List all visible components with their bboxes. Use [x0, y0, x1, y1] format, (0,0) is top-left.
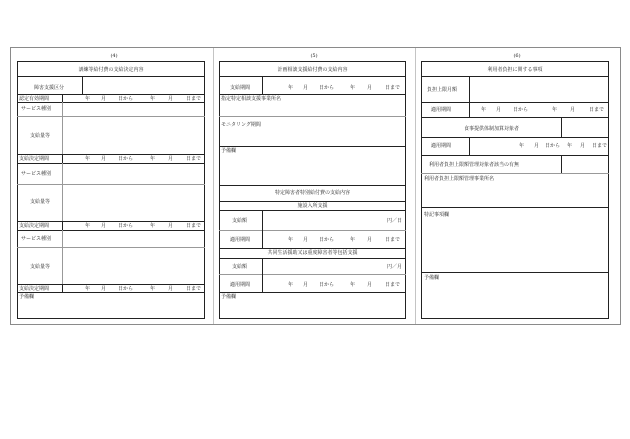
- year-text: 年: [288, 237, 294, 243]
- rule: [219, 76, 406, 77]
- column-divider: [415, 48, 416, 324]
- rule: [561, 155, 562, 173]
- service-label: サービス種別: [21, 106, 52, 112]
- day-to-text: 日まで: [592, 143, 608, 149]
- remarks-label: 予備欄: [221, 294, 237, 300]
- day-to-text: 日まで: [186, 223, 202, 229]
- rule: [219, 146, 406, 147]
- yen-per-day: 円／日: [386, 218, 402, 224]
- day-to-text: 日まで: [186, 96, 202, 102]
- rule: [219, 116, 406, 117]
- rule: [219, 274, 406, 275]
- decision-period-label: 支給決定期間: [19, 223, 50, 229]
- apply-period-label: 適用期間: [230, 282, 251, 288]
- day-from-text: 日から: [319, 85, 335, 91]
- month-text: 月: [168, 96, 174, 102]
- rule: [421, 137, 609, 138]
- rule: [421, 272, 609, 273]
- rule: [421, 76, 609, 77]
- rule: [82, 76, 83, 94]
- rule: [62, 221, 63, 230]
- year-text: 年: [150, 286, 156, 292]
- apply-period-label: 適用期間: [431, 107, 452, 113]
- rule: [219, 185, 406, 186]
- month-text: 月: [367, 85, 373, 91]
- day-from-text: 日から: [319, 237, 335, 243]
- day-to-text: 日まで: [589, 107, 605, 113]
- year-text: 年: [150, 96, 156, 102]
- day-to-text: 日まで: [186, 156, 202, 162]
- column-number: (5): [310, 53, 318, 59]
- year-text: 年: [519, 143, 525, 149]
- rule: [561, 117, 562, 137]
- month-text: 月: [168, 156, 174, 162]
- decision-period-label: 支給決定期間: [19, 156, 50, 162]
- column-number: (4): [110, 53, 118, 59]
- rule: [262, 210, 263, 248]
- day-to-text: 日まで: [385, 282, 401, 288]
- rule: [62, 94, 63, 102]
- rule: [17, 292, 205, 293]
- amount-label: 支給量等: [30, 133, 51, 139]
- rule: [17, 94, 205, 95]
- year-text: 年: [350, 282, 356, 288]
- year-text: 年: [350, 85, 356, 91]
- day-from-text: 日から: [513, 107, 529, 113]
- management-target-label: 利用者負担上限額管理対象者該当の有無: [429, 162, 520, 168]
- rule: [219, 230, 406, 231]
- amount-label: 支給量等: [30, 199, 51, 205]
- rule: [469, 137, 470, 155]
- rule: [219, 258, 406, 259]
- rule: [421, 173, 609, 174]
- day-from-text: 日から: [545, 143, 561, 149]
- notes-label: 特記事項欄: [424, 212, 450, 218]
- provider-label: 指定特定相談支援事業所名: [221, 96, 282, 102]
- amount-label: 支給額: [232, 264, 248, 270]
- rule: [17, 76, 205, 77]
- month-text: 月: [367, 282, 373, 288]
- month-text: 月: [168, 223, 174, 229]
- year-text: 年: [481, 107, 487, 113]
- period-label: 支給期間: [230, 85, 251, 91]
- decision-period-label: 支給決定期間: [19, 286, 50, 292]
- year-text: 年: [85, 223, 91, 229]
- rule: [219, 210, 406, 211]
- rule: [62, 163, 63, 221]
- section-title: 特定障害者特別給付費の支給内容: [274, 190, 350, 196]
- column-divider: [213, 48, 214, 324]
- day-to-text: 日まで: [385, 85, 401, 91]
- rule: [17, 116, 205, 117]
- cert-period-label: 認定有効期間: [19, 96, 50, 102]
- amount-label: 支給額: [232, 218, 248, 224]
- rule: [469, 76, 470, 102]
- rule: [17, 154, 205, 155]
- rule: [62, 284, 63, 292]
- rule: [469, 102, 470, 117]
- rule: [62, 102, 63, 154]
- subsection-title: 施設入所支援: [297, 203, 328, 209]
- day-to-text: 日まで: [385, 237, 401, 243]
- section-title: 計画相談支援給付費の支給内容: [277, 67, 348, 73]
- rule: [262, 258, 263, 292]
- remarks-label: 予備欄: [424, 275, 440, 281]
- yen-per-month: 円／月: [386, 264, 402, 270]
- month-text: 月: [303, 85, 309, 91]
- subsection-title: 共同生活援助又は重度障害者等包括支援: [267, 250, 358, 256]
- apply-period-label: 適用期間: [230, 237, 251, 243]
- rule: [421, 207, 609, 208]
- year-text: 年: [150, 156, 156, 162]
- rule: [62, 154, 63, 163]
- rule: [17, 163, 205, 164]
- year-text: 年: [150, 223, 156, 229]
- user-burden-table: [421, 61, 609, 319]
- month-text: 月: [101, 223, 107, 229]
- month-text: 月: [496, 107, 502, 113]
- section-title: 利用者負担に関する事項: [487, 67, 543, 73]
- rule: [17, 102, 205, 103]
- service-label: サービス種別: [21, 171, 52, 177]
- rule: [17, 230, 205, 231]
- amount-label: 支給量等: [30, 264, 51, 270]
- month-text: 月: [303, 282, 309, 288]
- rule: [17, 284, 205, 285]
- rule: [421, 155, 609, 156]
- day-to-text: 日まで: [186, 286, 202, 292]
- burden-limit-label: 負担上限月額: [427, 87, 458, 93]
- day-from-text: 日から: [118, 223, 134, 229]
- day-from-text: 日から: [118, 286, 134, 292]
- year-text: 年: [350, 237, 356, 243]
- rule: [421, 102, 609, 103]
- day-from-text: 日から: [118, 96, 134, 102]
- rule: [17, 184, 205, 185]
- year-text: 年: [85, 286, 91, 292]
- month-text: 月: [168, 286, 174, 292]
- month-text: 月: [367, 237, 373, 243]
- meal-provision-label: 食事提供体制加算対象者: [464, 126, 520, 132]
- remarks-label: 予備欄: [221, 148, 237, 154]
- management-office-label: 利用者負担上限額管理事業所名: [424, 176, 495, 182]
- day-from-text: 日から: [319, 282, 335, 288]
- section-title: 訓練等給付費の支給決定内容: [78, 67, 144, 73]
- rule: [262, 76, 263, 94]
- rule: [219, 248, 406, 249]
- year-text: 年: [552, 107, 558, 113]
- rule: [17, 247, 205, 248]
- rule: [17, 221, 205, 222]
- day-from-text: 日から: [118, 156, 134, 162]
- month-text: 月: [101, 286, 107, 292]
- year-text: 年: [288, 85, 294, 91]
- service-label: サービス種別: [21, 236, 52, 242]
- monitoring-label: モニタリング期間: [221, 122, 261, 128]
- month-text: 月: [580, 143, 586, 149]
- month-text: 月: [303, 237, 309, 243]
- rule: [62, 230, 63, 284]
- apply-period-label: 適用期間: [431, 143, 452, 149]
- year-text: 年: [288, 282, 294, 288]
- year-text: 年: [567, 143, 573, 149]
- month-text: 月: [570, 107, 576, 113]
- rule: [219, 201, 406, 202]
- year-text: 年: [85, 96, 91, 102]
- month-text: 月: [101, 156, 107, 162]
- rule: [219, 94, 406, 95]
- month-text: 月: [534, 143, 540, 149]
- column-number: (6): [513, 53, 521, 59]
- year-text: 年: [85, 156, 91, 162]
- rule: [219, 292, 406, 293]
- remarks-label: 予備欄: [19, 294, 35, 300]
- rule: [421, 117, 609, 118]
- month-text: 月: [101, 96, 107, 102]
- category-label: 障害支援区分: [34, 85, 65, 91]
